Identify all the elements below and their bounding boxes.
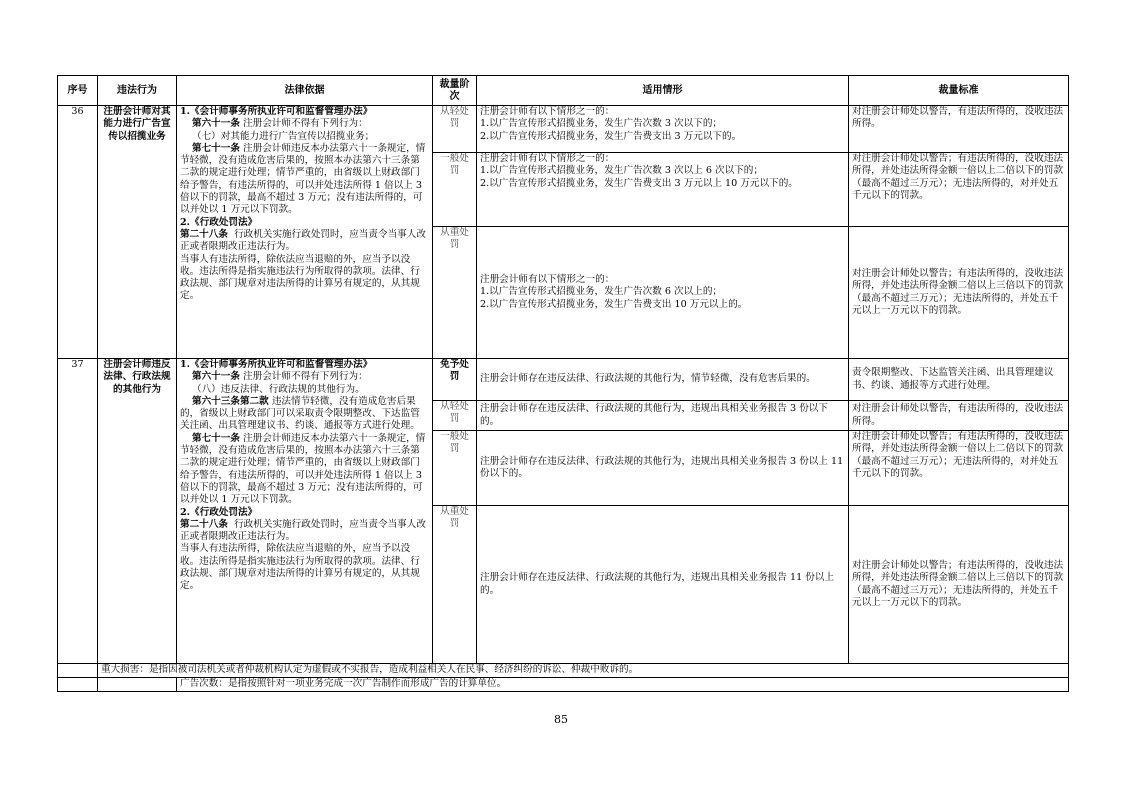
row36-level-2: 一般处罚 bbox=[433, 153, 477, 227]
table-header-row bbox=[58, 76, 1069, 106]
article-number: 第二十八条 bbox=[180, 518, 228, 530]
cond-line: 注册会计师有以下情形之一的： bbox=[480, 274, 615, 286]
row37-std-2: 对注册会计师处以警告，有违法所得的，没收违法所得。 bbox=[849, 401, 1069, 431]
cond-line: 1.以广告宣传形式招揽业务，发生广告次数 3 次以下的； bbox=[480, 118, 723, 130]
row37-std-1: 责令限期整改、下达监管关注函、出具管理建议书、约谈、通报等方式进行处理。 bbox=[849, 359, 1069, 401]
note-row bbox=[58, 678, 1069, 692]
cond-line: 注册会计师有以下情形之一的： bbox=[480, 153, 615, 164]
row37-std-4: 对注册会计师处以警告；有违法所得的，没收违法所得，并处违法所得金额二倍以上三倍以下的罚款（最高不超过三万元）；无违法所得的，并处五千元以上一万元以下的罚款。 bbox=[849, 506, 1069, 664]
article-number: 第六十一条 bbox=[192, 118, 240, 130]
cond-line: 注册会计师存在违反法律、行政法规的其他行为，违规出具相关业务报告 11 份以上的。 bbox=[480, 572, 835, 596]
row37-level-3: 一般处罚 bbox=[433, 431, 477, 506]
row37-std-3: 对注册会计师处以警告；有违法所得的，没收违法所得，并处违法所得金额一倍以上二倍以下的罚款（最高不超过三万元）；无违法所得的，对并处五千元以下的罚款。 bbox=[849, 431, 1069, 506]
row37-cond-1 bbox=[477, 359, 849, 401]
table-row bbox=[58, 359, 1069, 401]
row36-basis bbox=[177, 106, 433, 359]
cond-line: 注册会计师存在违反法律、行政法规的其他行为，情节轻微，没有危害后果的。 bbox=[480, 373, 816, 385]
note-row bbox=[58, 664, 1069, 678]
basis-title: 1.《会计师事务所执业许可和监督管理办法》 bbox=[180, 106, 373, 117]
row36-std-1: 对注册会计师处以警告，有违法所得的，没收违法所得。 bbox=[849, 106, 1069, 153]
row36-seq: 36 bbox=[58, 106, 98, 359]
article-text: 行政机关实施行政处罚时，应当责令当事人改正或者限期改正违法行为。 bbox=[180, 228, 426, 253]
row36-act: 注册会计师对其能力进行广告宣传以招揽业务 bbox=[98, 106, 177, 359]
cond-line: 注册会计师存在违反法律、行政法规的其他行为，违规出具相关业务报告 3 份以下的。 bbox=[480, 403, 828, 427]
cond-line: 1.以广告宣传形式招揽业务，发生广告次数 6 次以上的； bbox=[480, 286, 723, 298]
basis-title: 2.《行政处罚法》 bbox=[180, 506, 258, 518]
header-seq: 序号 bbox=[58, 76, 98, 106]
article-item: （七）对其能力进行广告宣传以招揽业务； bbox=[192, 130, 375, 142]
header-act: 违法行为 bbox=[98, 76, 177, 106]
article-number: 第七十一条 bbox=[192, 142, 240, 154]
cond-line: 注册会计师存在违反法律、行政法规的其他行为，违规出具相关业务报告 3 份以上 11 份以下的。 bbox=[480, 455, 844, 479]
article-paragraph: 当事人有违法所得，除依法应当退赔的外，应当予以没收。违法所得是指实施违法行为所取得的款项。法律、行政法规、部门规章对违法所得的计算另有规定的，从其规定。 bbox=[180, 543, 420, 592]
article-number: 第六十一条 bbox=[192, 371, 240, 383]
row37-level-2: 从轻处罚 bbox=[433, 401, 477, 431]
article-text: 注册会计师不得有下列行为： bbox=[243, 118, 368, 130]
table-row bbox=[58, 106, 1069, 153]
header-level: 裁量阶次 bbox=[433, 76, 477, 106]
basis-title: 2.《行政处罚法》 bbox=[180, 216, 258, 228]
note-ad-count: 广告次数：是指按照针对一项业务完成一次广告制作而形成广告的计算单位。 bbox=[177, 678, 1069, 692]
cond-line: 2.以广告宣传形式招揽业务，发生广告费支出 3 万元以上 10 万元以下的。 bbox=[480, 177, 798, 189]
article-text: 行政机关实施行政处罚时，应当责令当事人改正或者限期改正违法行为。 bbox=[180, 518, 426, 543]
row37-cond-4 bbox=[477, 506, 849, 664]
row37-cond-2 bbox=[477, 401, 849, 431]
article-text: 注册会计师不得有下列行为： bbox=[243, 371, 368, 383]
row37-basis bbox=[177, 359, 433, 664]
row36-cond-2 bbox=[477, 153, 849, 227]
row36-cond-1 bbox=[477, 106, 849, 153]
row36-std-2: 对注册会计师处以警告；有违法所得的，没收违法所得，并处违法所得金额一倍以上二倍以下的罚款（最高不超过三万元）；无违法所得的，对并处五千元以下的罚款。 bbox=[849, 153, 1069, 227]
row37-act: 注册会计师违反法律、行政法规的其他行为 bbox=[98, 359, 177, 664]
row36-std-3: 对注册会计师处以警告；有违法所得的，没收违法所得，并处违法所得金额二倍以上三倍以下的罚款（最高不超过三万元）；无违法所得的，并处五千元以上一万元以下的罚款。 bbox=[849, 227, 1069, 359]
header-std: 裁量标准 bbox=[849, 76, 1069, 106]
article-item: （八）违反法律、行政法规的其他行为。 bbox=[192, 383, 365, 395]
row37-seq: 37 bbox=[58, 359, 98, 664]
row37-cond-3 bbox=[477, 431, 849, 506]
page-number: 85 bbox=[554, 713, 568, 726]
basis-title: 1.《会计师事务所执业许可和监督管理办法》 bbox=[180, 359, 373, 370]
cond-line: 1.以广告宣传形式招揽业务，发生广告次数 3 次以上 6 次以下的； bbox=[480, 165, 763, 177]
row36-level-1: 从轻处罚 bbox=[433, 106, 477, 153]
article-text: 注册会计师违反本办法第六十一条规定，情节轻微，没有造成危害后果的，按照本办法第六十三条第二款的规定进行处理；情节严重的，由省级以上财政部门给予警告，有违法所得的，可以并处违法所得 1 倍以上 3 倍以下的罚款，最高不超过 3 万元；没有违法所得的，可以并处以 1 万元以下罚款。 bbox=[180, 142, 426, 216]
article-number: 第二十八条 bbox=[180, 228, 228, 240]
cond-line: 2.以广告宣传形式招揽业务，发生广告费支出 3 万元以下的。 bbox=[480, 130, 742, 142]
article-text: 注册会计师违反本办法第六十一条规定，情节轻微，没有造成危害后果的，按照本办法第六十三条第二款的规定进行处理；情节严重的，由省级以上财政部门给予警告，有违法所得的，可以并处违法所得 1 倍以上 3 倍以下的罚款，最高不超过 3 万元；没有违法所得的，可以并处以 1 万元以下罚款。 bbox=[180, 432, 426, 506]
row37-level-4: 从重处罚 bbox=[433, 506, 477, 664]
article-paragraph: 当事人有违法所得，除依法应当退赔的外，应当予以没收。违法所得是指实施违法行为所取得的款项。法律、行政法规、部门规章对违法所得的计算另有规定的，从其规定。 bbox=[180, 253, 420, 302]
row36-cond-3 bbox=[477, 227, 849, 359]
article-number: 第七十一条 bbox=[192, 432, 240, 444]
row36-level-3: 从重处罚 bbox=[433, 227, 477, 359]
penalty-discretion-table bbox=[57, 75, 1069, 692]
note-major-damage: 重大损害：是指因被司法机关或者仲裁机构认定为虚假或不实报告，造成利益相关人在民事、经济纠纷的诉讼、仲裁中败诉的。 bbox=[98, 664, 1069, 678]
header-basis: 法律依据 bbox=[177, 76, 433, 106]
cond-line: 注册会计师有以下情形之一的： bbox=[480, 106, 615, 117]
header-cond: 适用情形 bbox=[477, 76, 849, 106]
article-number: 第六十三条第二款 bbox=[192, 395, 269, 407]
row37-level-1: 免予处罚 bbox=[433, 359, 477, 401]
cond-line: 2.以广告宣传形式招揽业务，发生广告费支出 10 万元以上的。 bbox=[480, 298, 748, 310]
article-text: 违法情节轻微，没有造成危害后果的，省级以上财政部门可以采取责令限期整改、下达监管关注函、出具管理建议书、约谈、通报等方式进行处理。 bbox=[180, 395, 420, 432]
